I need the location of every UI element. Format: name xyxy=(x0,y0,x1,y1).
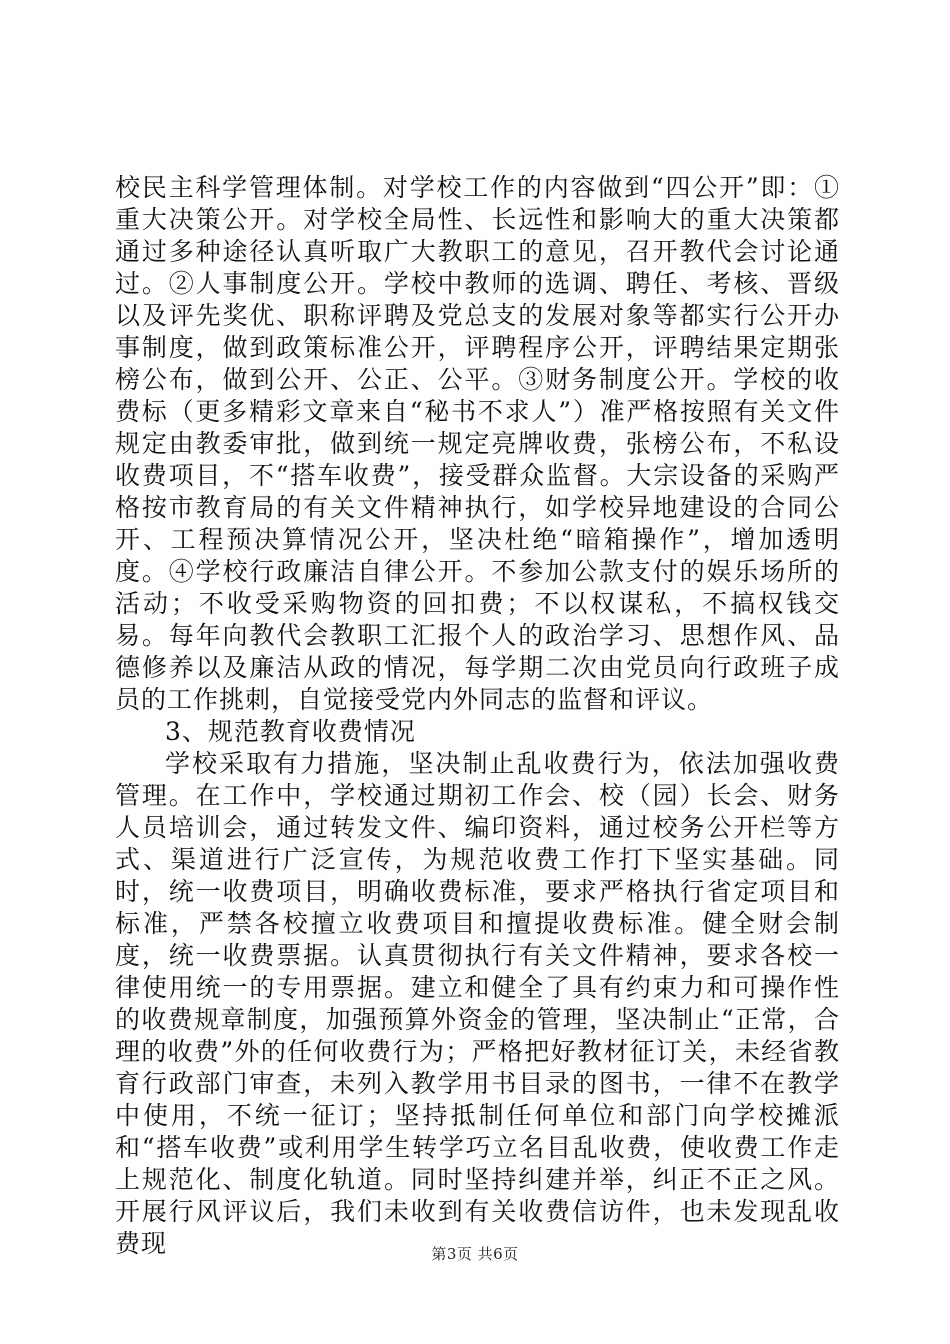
section-heading-fee-regulation: 3、规范教育收费情况 xyxy=(165,717,416,746)
page-number-footer: 第3页 共6页 xyxy=(431,1245,519,1263)
paragraph-fee-management: 学校采取有力措施，坚决制止乱收费行为，依法加强收费管理。在工作中，学校通过期初工作会、校（园）长会、财务人员培训会，通过转发文件、编印资料，通过校务公开栏等方式、渠道进行广泛宣传，为规范收费工作打下坚实基础。同时，统一收费项目，明确收费标准，要求严格执行省定项目和标准，严禁各校擅立收费项目和擅提收费标准。健全财会制度，统一收费票据。认真贯彻执行有关文件精神，要求各校一律使用统一的专用票据。建立和健全了具有约束力和可操作性的收费规章制度，加强预算外资金的管理，坚决制止“正常，合理的收费”外的任何收费行为；严格把好教材征订关，未经省教育行政部门审查，未列入教学用书目录的图书，一律不在教学中使用，不统一征订；坚持抵制任何单位和部门向学校摊派和“搭车收费”或利用学生转学巧立名目乱收费，使收费工作走上规范化、制度化轨道。同时坚持纠建并举，纠正不正之风。开展行风评议后，我们未收到有关收费信访件，也未发现乱收费现 xyxy=(115,749,840,1258)
paragraph-four-disclosures: 校民主科学管理体制。对学校工作的内容做到“四公开”即：①重大决策公开。对学校全局性、长远性和影响大的重大决策都通过多种途径认真听取广大教职工的意见，召开教代会讨论通过。②人事制度公开。学校中教师的选调、聘任、考核、晋级以及评先奖优、职称评聘及党总支的发展对象等都实行公开办事制度，做到政策标准公开，评聘程序公开，评聘结果定期张榜公布，做到公开、公正、公平。③财务制度公开。学校的收费标（更多精彩文章来自“秘书不求人”）准严格按照有关文件规定由教委审批，做到统一规定亮牌收费，张榜公布，不私设收费项目，不“搭车收费”，接受群众监督。大宗设备的采购严格按市教育局的有关文件精神执行，如学校异地建设的合同公开、工程预决算情况公开，坚决杜绝“暗箱操作”，增加透明度。④学校行政廉洁自律公开。不参加公款支付的娱乐场所的活动；不收受采购物资的回扣费；不以权谋私，不搞权钱交易。每年向教代会教职工汇报个人的政治学习、思想作风、品德修养以及廉洁从政的情况，每学期二次由党员向行政班子成员的工作挑刺，自觉接受党内外同志的监督和评议。 xyxy=(115,173,840,714)
document-body xyxy=(115,172,840,1260)
